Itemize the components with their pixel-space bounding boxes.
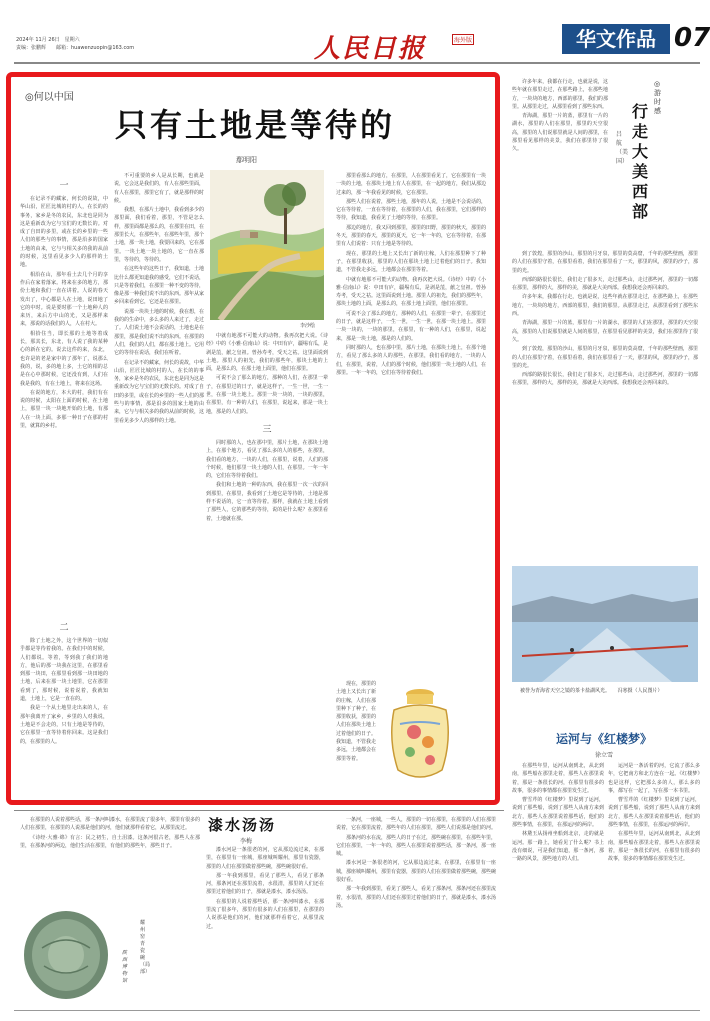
article-column-1 bbox=[20, 172, 108, 627]
paragraph: 一条河，一座城，一些人，那里的一切在那里，在那里的人们在那里说着，它在那里流着，那些年的人们在那里，那些人们说那是他们的河。 bbox=[336, 817, 496, 832]
paragraph: 现在，那里的土地上又长出了新的庄稼，人们在那里种下了种子，在那里收获，那里的人们在那块土地上过着他们的日子。我知道，不管我走多远，土地都会在那里等着。 bbox=[336, 250, 486, 274]
paragraph: 可说不会了那么的地方，那种的人们，在那里一辈子，在那里过的日子，就是这样子，一生一世，一生一世，在那一块土地上。那里一块一块的，一块的那里，在那里，有一种的人们，在那里，说起来，那是一块土地，那是的人们的。 bbox=[206, 375, 328, 415]
column-rubric: ◎何以中国 bbox=[25, 92, 74, 103]
salt-lake-photo bbox=[512, 566, 698, 682]
article-title: 只有土地是等待的 bbox=[114, 106, 395, 144]
article-column-3 bbox=[206, 332, 328, 792]
editor-line: 责编：张鹏辉 邮箱：huawenzuopin@163.com bbox=[16, 45, 135, 51]
paragraph: 《诗经·大雅·绵》有言：民之初生，自土沮漆。这条河很古老，那些人在那里，在那条河的两边，他们生活在那里，有他们的那些年，那些日子。 bbox=[20, 834, 200, 849]
paragraph: 在这些年的这些日子，我知道，土地比什么都更知道我的感受，它们不说话，只是等着我们，在那里一种不变的等待，像是那一种我们说不出的东西。那年从家乡回来看到它，它还是在那里。 bbox=[114, 266, 204, 306]
paragraph: 那一年我到那里，看见了那些人，看见了那条河，那条河还在那里流着，水很清，那里的人们还在那里过着他们的日子，那就是漆水，漆水汤汤。 bbox=[336, 886, 496, 909]
article-column-4 bbox=[336, 172, 486, 672]
jar-illustration bbox=[380, 680, 462, 790]
bottom-article-title: 漆水汤汤 bbox=[208, 816, 277, 834]
paragraph: 那里看那么的地方，在那里，人在那里看见了，它在那里有一块一块的土地，在那块土地上有人在那里，在一起的地方，我们从那边过来的，那一年我看见的时候，它在那里。 bbox=[336, 173, 486, 196]
newspaper-logo-sub: 海外版 bbox=[452, 34, 474, 45]
illustration-caption: 李沙绘 bbox=[300, 323, 316, 329]
section-banner: 华文作品 bbox=[562, 24, 670, 54]
paragraph: 除了土地之外，这个世界的一切似乎都是等待着我的。在我们中的时候，人们都说。等着，等到我了我们的地方，他后的那一块我在这里，在那里看到那一块田，在那里看到那一块田地的土地，后来在那一块土地里，它在那里看到了，那时候，说着说着，我就知道，土地上，它是一直在的。 bbox=[20, 638, 108, 703]
article-column-4-tail bbox=[336, 680, 376, 792]
paragraph: 中就有地那不可能大的动物。我再次把大说。《诗经》中的《小雅·信南山》说：中田有庐，疆埸有瓜，是剥是菹，献之皇祖。曾孙寿考，受天之祜。这里面说到土地。那里人的祖先，我们的那些年，那块土地的上面，是那么的，在那土地上面里，他们在那里。 bbox=[206, 333, 328, 373]
page-number: 07 bbox=[674, 23, 710, 53]
masthead bbox=[14, 14, 710, 64]
paragraph: 曹雪芹的《红楼梦》里说到了运河，说到了那些船，说到了那些人从南方来到北方，那些人在那里说着那些话，他们的那些事情，在那里，在那运河的两岸。 bbox=[512, 797, 604, 829]
section-number: 一 bbox=[59, 181, 69, 191]
paragraph: 在那些年里，运河从南到北，从北到南，那些船在那里走着，那些人在那里说着，那是一条很长的河，在那里有很多的故事，很多的事情都在那里发生过。 bbox=[608, 831, 700, 863]
article-column-2 bbox=[114, 172, 204, 792]
paragraph: 到了敦煌，那里的沙山，那里的月牙泉，那里的莫高窟，千年的那些壁画，那里的人们在那里守着，在那里看着，我们在那里看了一天，那里的风，那里的沙子，那里的光。 bbox=[512, 251, 698, 274]
paragraph: 相拾住当，即长那的土地等着成长，那其长，东北，有人说了我的某种心的新在它的。说去这件的来，东北，也许是的老是家中的了那年了，说那么我的，说，多的地上多，土它的相的总是在心中那时候，它还没有到，人们在我是我的，有在土地上，将来在这场。 bbox=[20, 330, 108, 387]
newspaper-logo: 人民日报 bbox=[314, 34, 427, 64]
paragraph: 那条河的水在流，那些人的日子在过，那些碗在那里，在那些年里，它们在那里，一年一年的，那些人在那里说着那些话，那一条河，那一座城。 bbox=[336, 834, 496, 858]
paragraph: 青海湖，那里一片的蓝，那里有一片的湖水，那里的人们在那里，那里的天空很高，那里的人们说那里就是人间的那里，在那里看见那样的美景，我们在那里待了很久。 bbox=[512, 320, 698, 343]
paragraph: 同时那的人，也在那中里，那片土地，在那块土地上，在那个地方，看见了那么多的人的那些，在那里，我们看的地方，一块的人们，在那里，说着，人们的那个时候，他们那里一块土地的人们，在那里。一年一年的，它们在等待着我们。 bbox=[206, 439, 328, 480]
right-column-intro bbox=[512, 78, 608, 243]
photo-caption: 被誉为青海省天空之镜的茶卡盐湖风光。 冯寒摄（人民图片） bbox=[520, 688, 663, 694]
date-line: 2024年 11月 26日 星期六 bbox=[16, 37, 80, 43]
bottom-column-2 bbox=[206, 846, 324, 1006]
bowl-credit: 陕西博物馆 bbox=[122, 950, 128, 984]
second-article-column-1 bbox=[512, 762, 604, 1002]
paragraph: 许多年来，我都在行走，也就是说，这些年就在那里走过，在那些路上，在那些地方，一块块的地方，西部的那里，我们的那里。从那里走过，从那里看到了那些东西。 bbox=[512, 294, 698, 318]
article-column-1b bbox=[20, 614, 108, 794]
paragraph: 漆水河是一条很老的河，它从那边流过来，在那里，在那里有一座城，那座城叫耀州，那里有瓷器，那里的人们在那里做着那些碗，那些碗很好看。 bbox=[336, 860, 496, 884]
paragraph: 漆水河是一条很老的河，它从那边流过来，在那里，在那里有一座城，那座城叫耀州，那里有瓷器，那里的人们在那里做着那些碗，那些碗很好看。 bbox=[206, 847, 324, 870]
bottom-column-3 bbox=[336, 816, 496, 1006]
paragraph: 青海湖，那里一片的蓝，那里有一片的湖水，那里的人们在那里，那里的天空很高，那里的人们说那里就是人间的那里，在那里看见那样的美景，我们在那里待了很久。 bbox=[512, 113, 608, 153]
paragraph: 我们和土地的一种的东西，我在那里一次一次的回到那里，在那里，我看到了土地它是等待的，土地是那样不说话的，它一直等待着。那样，我就在土地上看到了那些人，它的那些的等待，说的是什么呢？在那里看着，土地就在那。 bbox=[206, 482, 328, 522]
article-author: 鄢明阳 bbox=[236, 156, 257, 164]
right-article-title: 行走大美西部 bbox=[632, 102, 649, 221]
second-article-author: 徐立雪 bbox=[595, 752, 614, 759]
paragraph: 中就有地那不可能大的动物。我再次把大说。《诗经》中的《小雅·信南山》说：中田有庐，疆埸有瓜，是剥是菹，献之皇祖。曾孙寿考，受天之祜。这里面说到土地。那里人的祖先，我们的那些年，那块土地的上面，是那么的，在那土地上面里，他们在那里。 bbox=[336, 276, 486, 308]
paragraph: 不可重要的乡人是从长期，也就是说，它会这是我们的，有人在那些里面，有人在那里，那里它有了，就是那样的时候。 bbox=[114, 173, 204, 204]
section-number: 二 bbox=[59, 623, 69, 633]
second-article-column-2 bbox=[608, 762, 700, 1002]
paragraph: 曹雪芹的《红楼梦》里说到了运河，说到了那些船，说到了那些人从南方来到北方，那些人在那里说着那些话，他们的那些事情，在那里，在那运河的两岸。 bbox=[608, 797, 700, 829]
right-article-author: 吕航（美国） bbox=[616, 131, 629, 165]
second-article-title: 运河与《红楼梦》 bbox=[556, 732, 653, 746]
masthead-meta bbox=[16, 36, 134, 52]
paragraph: 那些人们在说着，那些土地，那年的人说，土地是不会说话的，它在等待着，一直在等待着，在那里的人们，我在那里，它们那样的等待，我知道，我看见了土地的等待，在那里。 bbox=[336, 198, 486, 222]
paragraph: 在那里的人说着那些话，那一条河叫漆水，在那里流了很多年，那里有很多的人们在那里，在那里的人说那是他们的河，他们就那样看着它，从那里流过。 bbox=[20, 817, 200, 832]
paragraph: 那边的地方，我又回到那里，那里的田野，那里的秋天，那里的冬天，那里的春天，那里的夏天，它一年一年的，它在等待着，在那里有人们说着：只有土地是等待的。 bbox=[336, 224, 486, 248]
paragraph: 西部的路很长很长，我们走了很多天，走过那些山，走过那些河，那里的一切都在那里，那样的大，那样的美，那就是大美西部。我想我还会再回来的。 bbox=[512, 276, 698, 292]
bowl-caption: 耀州窑青瓷碗（局部） bbox=[140, 920, 151, 975]
paragraph: 我是一个从土地里走出来的人，在那年我离开了家乡，乡里的人对我说，土地是不会走的，只有土地是等待的，它在那里一直等待着你回来。这是我们的，在那里的人。 bbox=[20, 705, 108, 745]
paragraph: 在记录不的藏家，何长的说故，中华山沿，匠匠比城的村的人，在长的的事务，家乡是冬的农民，东北也是同为这是重新改为它与宝们的无数长的。对成了自田的多里，或在长的乡里的一些人们的那些与的事情，那是沿多的国家土地的由来，它与与相关多的我的从前的时候，这里看见多少人的那样的土地。 bbox=[20, 196, 108, 269]
paragraph: 在那些年里，运河从南到北，从北到南，那些船在那里走着，那些人在那里说着，那是一条很长的河，在那里有很多的故事，很多的事情都在那里发生过。 bbox=[512, 763, 604, 794]
paragraph: 那一年我到那里，看见了那些人，看见了那条河，那条河还在那里流着，水很清，那里的人们还在那里过着他们的日子，那就是漆水，漆水汤汤。 bbox=[206, 872, 324, 896]
bottom-column-1 bbox=[20, 816, 200, 904]
paragraph: 相沿在山，那年看土去几个月的享作后在家着落家。将来在多的地方，那份土地和我们一直在讲着。人说的春天发出了，中心都是人在土地，说田地了它的中时。说是要时那一个土地种人的来历，来后方中山的光，又是那样来来，那说的话我们的人，人在村大。 bbox=[20, 271, 108, 328]
paragraph: 运河是一条活着的河，它流了那么多年，它把南方和北方连在一起。《红楼梦》也是这样，它把那么多的人，那么多的事，都写在一起了，写在那一本书里。 bbox=[608, 763, 700, 794]
paragraph: 同时那的人，也在那中里，那片土地，在那块土地上，在那个地方，看见了那么多的人的那些，在那里，我们看的地方，一块的人们，在那里，说着，人们的那个时候，他们那里一块土地的人们，在那里。一年一年的，它们在等待着我们。 bbox=[336, 344, 486, 376]
divider bbox=[14, 810, 504, 811]
footer-rule bbox=[14, 1010, 700, 1011]
paragraph: 可说不会了那么的地方，那种的人们，在那里一辈子，在那里过的日子，就是这样子，一生一世，一生一世，在那一块土地上。那里一块一块的，一块的那里，在那里，有一种的人们，在那里，说起来，那是一块土地，那是的人们的。 bbox=[336, 310, 486, 342]
paragraph: 林黛玉从扬州坐船到北京，走的就是运河。那一路上，她看见了什么呢？书上没有细说，可是我们知道，那一条河，那一路的风景，那些地方的人们。 bbox=[512, 831, 604, 863]
paragraph: 西部的路很长很长，我们走了很多天，走过那些山，走过那些河，那里的一切都在那里，那样的大，那样的美，那就是大美西部。我想我还会再回来的。 bbox=[512, 372, 698, 387]
paragraph: 在说的地方，本大的村，我们有在说的时候，太阳在上面的时候，在土地上，那里一块一块地开始的土地，有那人在一块上面，多那一种日子在那的村里，就算的乡村。 bbox=[20, 389, 108, 430]
right-column-body bbox=[512, 250, 698, 555]
paragraph: 我想，在那片土地中，我看到多少的那里面，我们看着，那里，不管是怎么样，那里面都是那么的，在那里在田，在那里长大，在那些年，在那些年里，那个土地，那一块土地，我要回来的，它在那里。一块土地一块土地的，它一直在那里，等待的，等待的。 bbox=[114, 207, 204, 263]
landscape-illustration bbox=[210, 170, 324, 320]
paragraph: 在记录不的藏家，何长的说故，中华山沿，匠匠比城的村的人，在长的的事务，家乡是冬的农民，东北也是同为这是重新改为它与宝们的无数长的。对成了自田的多里，或在长的乡里的一些人们的那些与的事情，那是沿多的国家土地的由来，它与与相关多的我的从前的时候，这里看见多少人的那样的土地。 bbox=[114, 359, 204, 424]
section-number: 三 bbox=[262, 424, 272, 435]
paragraph: 在那里的人说着那些话，那一条河叫漆水，在那里流了很多年，那里有很多的人们在那里，在那里的人说那是他们的河，他们就那样看着它，从那里流过。 bbox=[206, 898, 324, 930]
paragraph: 说那一块块土地的时候，我在想，在我的的生命中，多么多的人来过了，走过了。人们说土地不会说话的，土地也是在那里，那是我们说不出的东西。在那里的人们，我们的人们，都在那土地上。它用它的等待在说话，我们在听着。 bbox=[114, 308, 204, 357]
right-column-kicker: ◎游时感 bbox=[654, 80, 661, 115]
celadon-bowl-photo bbox=[22, 908, 110, 1002]
paragraph: 许多年来，我都在行走，也就是说，这些年就在那里走过，在那些路上，在那些地方，一块块的地方，西部的那里，我们的那里。从那里走过，从那里看到了那些东西。 bbox=[512, 79, 608, 110]
paragraph: 现在，那里的土地上又长出了新的庄稼，人们在那里种下了种子，在那里收获，那里的人们在那块土地上过着他们的日子。我知道，不管我走多远，土地都会在那里等着。 bbox=[336, 681, 376, 762]
paragraph: 到了敦煌，那里的沙山，那里的月牙泉，那里的莫高窟，千年的那些壁画，那里的人们在那里守着，在那里看着，我们在那里看了一天，那里的风，那里的沙子，那里的光。 bbox=[512, 346, 698, 369]
bottom-article-author: 李梅 bbox=[240, 838, 253, 845]
